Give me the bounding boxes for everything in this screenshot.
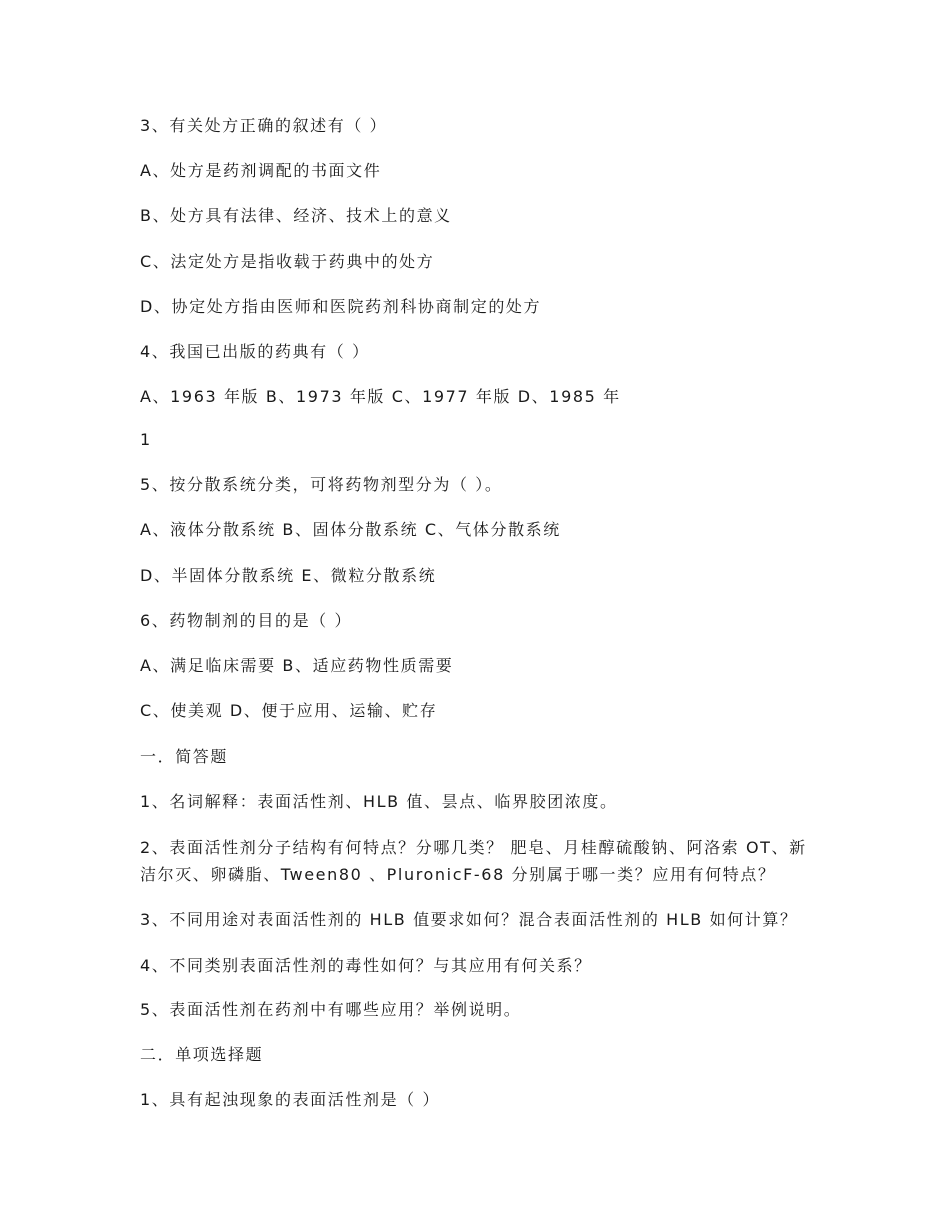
option-b: B、处方具有法律、经济、技术上的意义 [140, 206, 452, 225]
short-answer-3: 3、不同用途对表面活性剂的 HLB 值要求如何？混合表面活性剂的 HLB 如何计算？ [140, 910, 798, 929]
short-answer-5: 5、表面活性剂在药剂中有哪些应用？举例说明。 [140, 1000, 522, 1019]
option-c: C、法定处方是指收载于药典中的处方 [140, 252, 435, 271]
page-number: 1 [140, 430, 152, 449]
options-q5-line1: A、液体分散系统 B、固体分散系统 C、气体分散系统 [140, 520, 561, 539]
option-d: D、协定处方指由医师和医院药剂科协商制定的处方 [140, 297, 542, 316]
options-q5-line2: D、半固体分散系统 E、微粒分散系统 [140, 566, 437, 585]
section-heading-short-answer: 一．简答题 [140, 747, 229, 766]
question-4: 4、我国已出版的药典有（ ） [140, 342, 370, 361]
option-a: A、处方是药剂调配的书面文件 [140, 161, 382, 180]
options-q6-line2: C、使美观 D、便于应用、运输、贮存 [140, 701, 438, 720]
question-3: 3、有关处方正确的叙述有（ ） [140, 116, 388, 135]
short-answer-4: 4、不同类别表面活性剂的毒性如何？与其应用有何关系？ [140, 956, 592, 975]
section-heading-single-choice: 二．单项选择题 [140, 1045, 264, 1064]
single-choice-1: 1、具有起浊现象的表面活性剂是（ ） [140, 1090, 441, 1109]
options-q6-line1: A、满足临床需要 B、适应药物性质需要 [140, 656, 454, 675]
options-q4: A、1963 年版 B、1973 年版 C、1977 年版 D、1985 年 [140, 387, 621, 406]
short-answer-1: 1、名词解释：表面活性剂、HLB 值、昙点、临界胶团浓度。 [140, 792, 618, 811]
short-answer-2: 2、表面活性剂分子结构有何特点？分哪几类？ 肥皂、月桂醇硫酸钠、阿洛索 OT、新洁尔灭、卵磷脂、Tween80 、PluronicF-68 分别属于哪一类？应用有何特点？ [140, 838, 807, 884]
question-5: 5、按分散系统分类，可将药物剂型分为（ ）。 [140, 475, 503, 494]
question-6: 6、药物制剂的目的是（ ） [140, 611, 353, 630]
